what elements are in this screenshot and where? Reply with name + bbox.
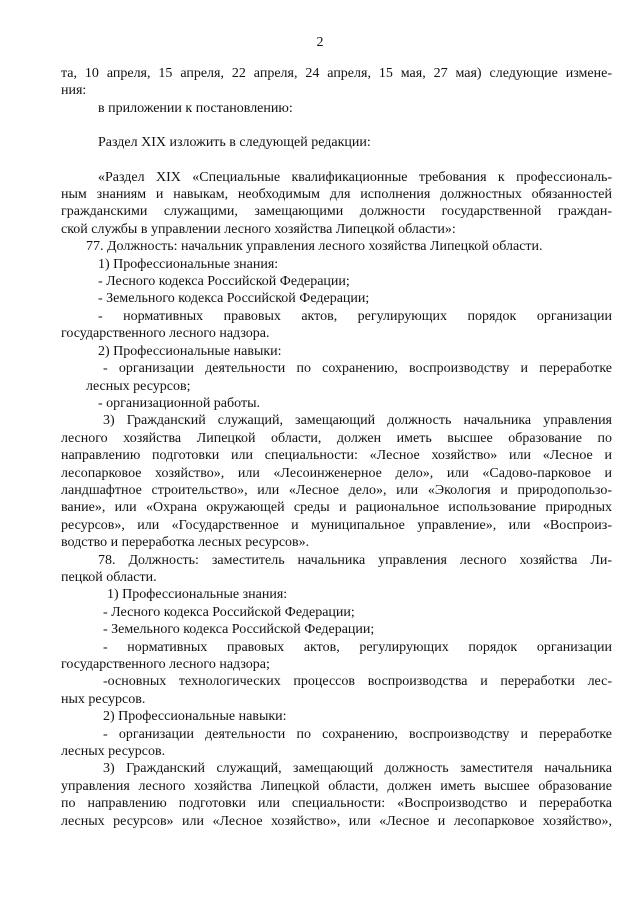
text-line: та, 10 апреля, 15 апреля, 22 апреля, 24 апреля, 15 мая, 27 мая) следующие измене- (61, 66, 612, 81)
text-line: ской службы в управлении лесного хозяйства Липецкой области»: (61, 221, 456, 237)
text-line: по направлению подготовки или специальности: «Воспроизводство и переработка (61, 796, 612, 812)
paragraph-gap (61, 152, 612, 169)
text-line: ным знаниям и навыкам, необходимым для исполнения должностных обязанностей (61, 187, 612, 203)
document-body (61, 65, 612, 830)
text-line: - нормативных правовых актов, регулирующих порядок организации (103, 639, 612, 655)
text-line: гражданскими служащими, замещающими должности государственной граждан- (61, 204, 612, 220)
text-line: - Лесного кодекса Российской Федерации; (98, 274, 350, 290)
text-line: лесных ресурсов» или «Лесное хозяйство», или «Лесное и лесопарковое хозяйство», (61, 813, 612, 829)
text-line: - нормативных правовых актов, регулирующих порядок организации (98, 308, 612, 324)
text-line: 2) Профессиональные навыки: (98, 343, 282, 359)
text-line: ландшафтное строительство», или «Лесное дело», или «Экология и природопользо- (61, 482, 612, 498)
text-line: направлению подготовки или специальности: «Лесное хозяйство» или «Лесное и (61, 448, 612, 464)
text-line: 78. Должность: заместитель начальника управления лесного хозяйства Ли- (98, 552, 612, 568)
text-line: 3) Гражданский служащий, замещающий должность начальника управления (103, 413, 612, 429)
text-line: - организации деятельности по сохранению, воспроизводству и переработке (103, 361, 612, 377)
text-line: государственного лесного надзора; (61, 657, 270, 672)
text-line: государственного лесного надзора. (61, 326, 270, 342)
text-line: - Земельного кодекса Российской Федерации; (98, 291, 370, 307)
text-line: Раздел XIX изложить в следующей редакции: (98, 135, 371, 151)
text-line: лесных ресурсов. (61, 744, 166, 760)
text-line: ния: (61, 83, 87, 99)
text-line: - организационной работы. (98, 395, 260, 411)
text-line: лесопарковое хозяйство», или «Лесоинженерное дело», или «Садово-парковое и (61, 465, 612, 481)
text-line: 2) Профессиональные навыки: (103, 709, 287, 725)
text-line: - Лесного кодекса Российской Федерации; (103, 604, 355, 620)
text-line: 3) Гражданский служащий, замещающий должность заместителя начальника (103, 761, 612, 777)
text-line: 77. Должность: начальник управления лесного хозяйства Липецкой области. (86, 239, 543, 255)
text-line: 1) Профессиональные знания: (107, 587, 288, 603)
text-line: - Земельного кодекса Российской Федерации; (103, 622, 375, 638)
text-line: лесных ресурсов; (86, 378, 191, 394)
page-number: 2 (316, 35, 324, 50)
text-line: лесного хозяйства Липецкой области, должен иметь высшее образование по (61, 430, 612, 446)
text-line: управления лесного хозяйства Липецкой области, должен иметь высшее образование (61, 778, 612, 794)
text-line: -основных технологических процессов воспроизводства и переработки лес- (103, 674, 612, 690)
text-line: - организации деятельности по сохранению, воспроизводству и переработке (103, 726, 612, 742)
paragraph-gap (61, 117, 612, 134)
text-line: водство и переработка лесных ресурсов». (61, 535, 310, 551)
text-line: ных ресурсов. (61, 691, 146, 707)
text-line: пецкой области. (61, 569, 157, 585)
text-line: вание», или «Охрана окружающей среды и рациональное использование природных (61, 500, 612, 516)
text-line: в приложении к постановлению: (98, 100, 293, 116)
text-line: «Раздел XIX «Специальные квалификационные требования к профессиональ- (98, 169, 612, 185)
text-line: ресурсов», или «Государственное и муниципальное управление», или «Воспроиз- (61, 517, 612, 533)
text-line: 1) Профессиональные знания: (98, 256, 279, 272)
